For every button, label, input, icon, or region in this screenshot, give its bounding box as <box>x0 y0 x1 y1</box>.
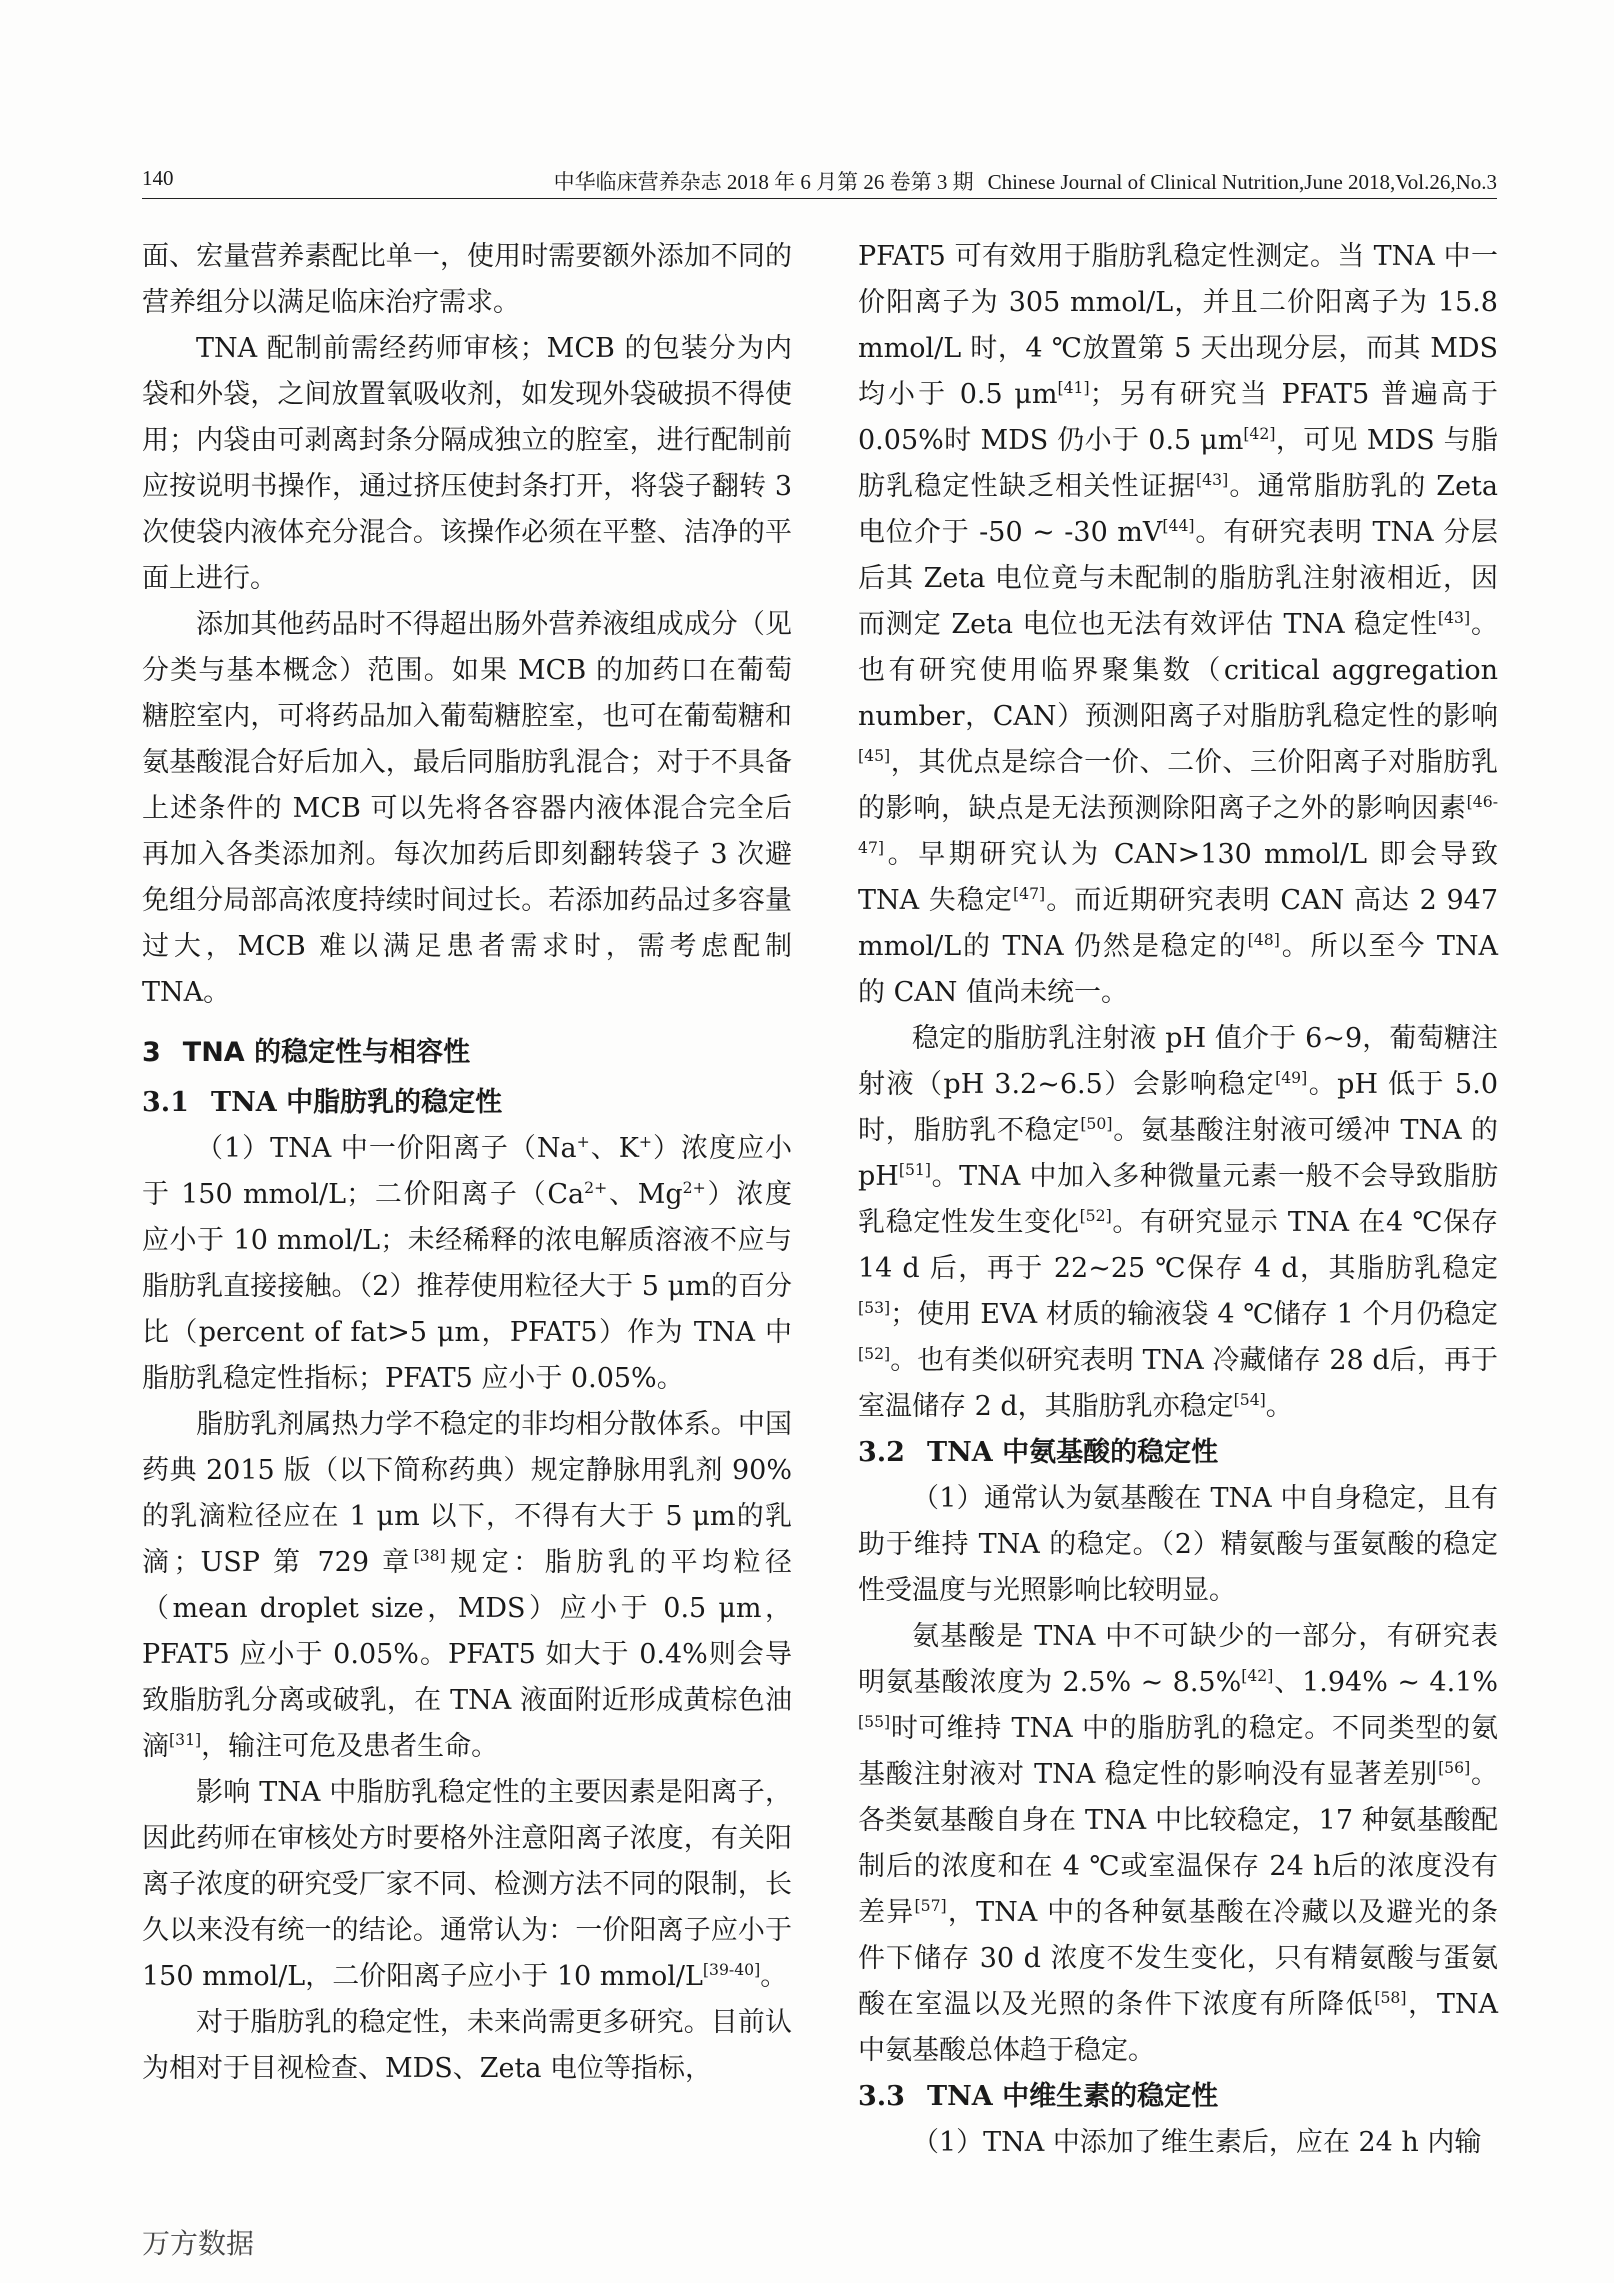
page-number: 140 <box>142 166 174 190</box>
subsection-heading <box>858 2074 1498 2120</box>
citation-reference: [58] <box>1374 1988 1407 2007</box>
subsection-number: 3.1 <box>142 1087 189 1118</box>
subsection-heading <box>858 1430 1498 1476</box>
paragraph: 面、宏量营养素配比单一，使用时需要额外添加不同的营养组分以满足临床治疗需求。 <box>142 241 792 318</box>
database-watermark: 万方数据 <box>142 2227 255 2260</box>
citation-reference: [47] <box>1013 884 1046 903</box>
section-number: 3 <box>142 1037 161 1068</box>
citation-reference: [57] <box>914 1896 947 1915</box>
section-title: TNA 的稳定性与相容性 <box>182 1037 471 1068</box>
paragraph: 脂肪乳剂属热力学不稳定的非均相分散体系。中国药典 2015 版（以下简称药典）规定静脉用乳剂 90%的乳滴粒径应在 1 μm 以下，不得有大于 5 μm的乳滴；USP 第 729 章[38]规定：脂肪乳的平均粒径（mean droplet size，MDS）应小于 0.5 μm，PFAT5 应小于 0.05%。PFAT5 如大于 0.4%则会导致脂肪乳分离或破乳，在 TNA 液面附近形成黄棕色油滴[31]，输注可危及患者生命。 <box>142 1409 793 1762</box>
left-column <box>142 234 792 2092</box>
paragraph: （1）TNA 中一价阳离子（Na+、K+）浓度应小于 150 mmol/L；二价阳离子（$Ca^{2+}$、$Mg^{2+}$）浓度应小于 10 mmol/L；未经稀释的浓电解质溶液不应与脂肪乳直接接触。（2）推荐使用粒径大于 5 μm的百分比（percent of fat>5 μm，PFAT5）作为 TNA 中脂肪乳稳定性指标；PFAT5 应小于 0.05%。 <box>142 1132 793 1394</box>
charge-superscript: + <box>638 1132 653 1151</box>
subsection-title: TNA 中维生素的稳定性 <box>926 2081 1219 2112</box>
citation-reference: [51] <box>898 1160 931 1179</box>
citation-reference: [41] <box>1057 378 1090 397</box>
paragraph: PFAT5 可有效用于脂肪乳稳定性测定。当 TNA 中一价阳离子为 305 mmol/L，并且二价阳离子为 15.8 mmol/L 时，4 ℃放置第 5 天出现分层，而其 MDS 均小于 0.5 μm[41]；另有研究当 PFAT5 普遍高于 0.05%时 MDS 仍小于 0.5 μm[42]，可见 MDS 与脂肪乳稳定性缺乏相关性证据[43]。通常脂肪乳的 Zeta 电位介于 -50 ~ -30 mV[44]。有研究表明 TNA 分层后其 Zeta 电位竟与未配制的脂肪乳注射液相近，因而测定 Zeta 电位也无法有效评估 TNA 稳定性[43]。也有研究使用临界聚集数（critical aggregation number，CAN）预测阳离子对脂肪乳稳定性的影响[45]，其优点是综合一价、二价、三价阳离子对脂肪乳的影响，缺点是无法预测除阳离子之外的影响因素[46-47]。早期研究认为 CAN>130 mmol/L 即会导致 TNA 失稳定[47]。而近期研究表明 CAN 高达 2 947 mmol/L的 TNA 仍然是稳定的[48]。所以至今 TNA 的 CAN 值尚未统一。 <box>858 241 1499 1008</box>
paragraph: 稳定的脂肪乳注射液 pH 值介于 6~9，葡萄糖注射液（pH 3.2~6.5）会影响稳定[49]。pH 低于 5.0 时，脂肪乳不稳定[50]。氨基酸注射液可缓冲 TNA 的 pH[51]。TNA 中加入多种微量元素一般不会导致脂肪乳稳定性发生变化[52]。有研究显示 TNA 在4 ℃保存 14 d 后，再于 22~25 ℃保存 4 d，其脂肪乳稳定[53]；使用 EVA 材质的输液袋 4 ℃储存 1 个月仍稳定[52]。也有类似研究表明 TNA 冷藏储存 28 d后，再于室温储存 2 d，其脂肪乳亦稳定[54]。 <box>858 1023 1499 1422</box>
paragraph: 影响 TNA 中脂肪乳稳定性的主要因素是阳离子，因此药师在审核处方时要格外注意阳离子浓度，有关阳离子浓度的研究受厂家不同、检测方法不同的限制，长久以来没有统一的结论。通常认为：一价阳离子应小于 150 mmol/L，二价阳离子应小于 10 mmol/L[39-40]。 <box>142 1777 792 1992</box>
citation-reference: [42] <box>1241 1666 1274 1685</box>
running-header <box>142 160 1497 196</box>
citation-reference: [54] <box>1233 1390 1266 1409</box>
header-rule <box>142 198 1497 199</box>
journal-citation <box>554 166 1497 196</box>
citation-reference: [46-47] <box>858 792 1498 857</box>
journal-title-chinese: 中华临床营养杂志 2018 年 6 月第 26 卷第 3 期 <box>553 170 974 194</box>
subsection-heading <box>142 1080 792 1126</box>
citation-reference: [53] <box>858 1298 891 1317</box>
citation-reference: [49] <box>1275 1068 1308 1087</box>
paragraph: TNA 配制前需经药师审核；MCB 的包装分为内袋和外袋，之间放置氧吸收剂，如发现外袋破损不得使用；内袋由可剥离封条分隔成独立的腔室，进行配制前应按说明书操作，通过挤压使封条打开，将袋子翻转 3 次使袋内液体充分混合。该操作必须在平整、洁净的平面上进行。 <box>142 333 792 594</box>
citation-reference: [50] <box>1080 1114 1113 1133</box>
citation-reference: [45] <box>858 746 891 765</box>
charge-superscript: + <box>576 1132 590 1151</box>
citation-reference: [55] <box>858 1712 891 1731</box>
citation-reference: [39-40] <box>702 1960 761 1979</box>
right-column <box>858 234 1498 2166</box>
paragraph: 对于脂肪乳的稳定性，未来尚需更多研究。目前认为相对于目视检查、MDS、Zeta 电位等指标， <box>142 2007 792 2084</box>
paragraph: 添加其他药品时不得超出肠外营养液组成成分（见分类与基本概念）范围。如果 MCB 的加药口在葡萄糖腔室内，可将药品加入葡萄糖腔室，也可在葡萄糖和氨基酸混合好后加入，最后同脂肪乳混合；对于不具备上述条件的 MCB 可以先将各容器内液体混合完全后再加入各类添加剂。每次加药后即刻翻转袋子 3 次避免组分局部高浓度持续时间过长。若添加药品过多容量过大，MCB 难以满足患者需求时，需考虑配制 TNA。 <box>142 609 792 1008</box>
paragraph: （1）通常认为氨基酸在 TNA 中自身稳定，且有助于维持 TNA 的稳定。（2）精氨酸与蛋氨酸的稳定性受温度与光照影响比较明显。 <box>858 1483 1498 1606</box>
charge-superscript: 2+ <box>682 1178 706 1197</box>
subsection-title: TNA 中脂肪乳的稳定性 <box>210 1087 503 1118</box>
citation-reference: [43] <box>1196 470 1229 489</box>
citation-reference: [44] <box>1162 516 1195 535</box>
citation-reference: [42] <box>1243 424 1276 443</box>
paragraph: （1）TNA 中添加了维生素后，应在 24 h 内输 <box>912 2127 1482 2158</box>
citation-reference: [52] <box>858 1344 891 1363</box>
citation-reference: [56] <box>1438 1758 1471 1777</box>
charge-superscript: 2+ <box>584 1178 608 1197</box>
journal-title-english: Chinese Journal of Clinical Nutrition,June 2018,Vol.26,No.3 <box>987 170 1497 194</box>
citation-reference: [38] <box>413 1546 446 1565</box>
citation-reference: [31] <box>169 1730 202 1749</box>
section-heading <box>142 1030 792 1076</box>
citation-reference: [43] <box>1437 608 1471 627</box>
subsection-number: 3.2 <box>858 1437 905 1468</box>
subsection-number: 3.3 <box>858 2081 905 2112</box>
citation-reference: [48] <box>1247 930 1280 949</box>
subsection-title: TNA 中氨基酸的稳定性 <box>926 1437 1219 1468</box>
citation-reference: [52] <box>1079 1206 1112 1225</box>
paragraph: 氨基酸是 TNA 中不可缺少的一部分，有研究表明氨基酸浓度为 2.5% ~ 8.5%[42]、1.94% ~ 4.1%[55]时可维持 TNA 中的脂肪乳的稳定。不同类型的氨基酸注射液对 TNA 稳定性的影响没有显著差别[56]。各类氨基酸自身在 TNA 中比较稳定，17 种氨基酸配制后的浓度和在 4 ℃或室温保存 24 h后的浓度没有差异[57]，TNA 中的各种氨基酸在冷藏以及避光的条件下储存 30 d 浓度不发生变化，只有精氨酸与蛋氨酸在室温以及光照的条件下浓度有所降低[58]，TNA 中氨基酸总体趋于稳定。 <box>858 1621 1499 2066</box>
